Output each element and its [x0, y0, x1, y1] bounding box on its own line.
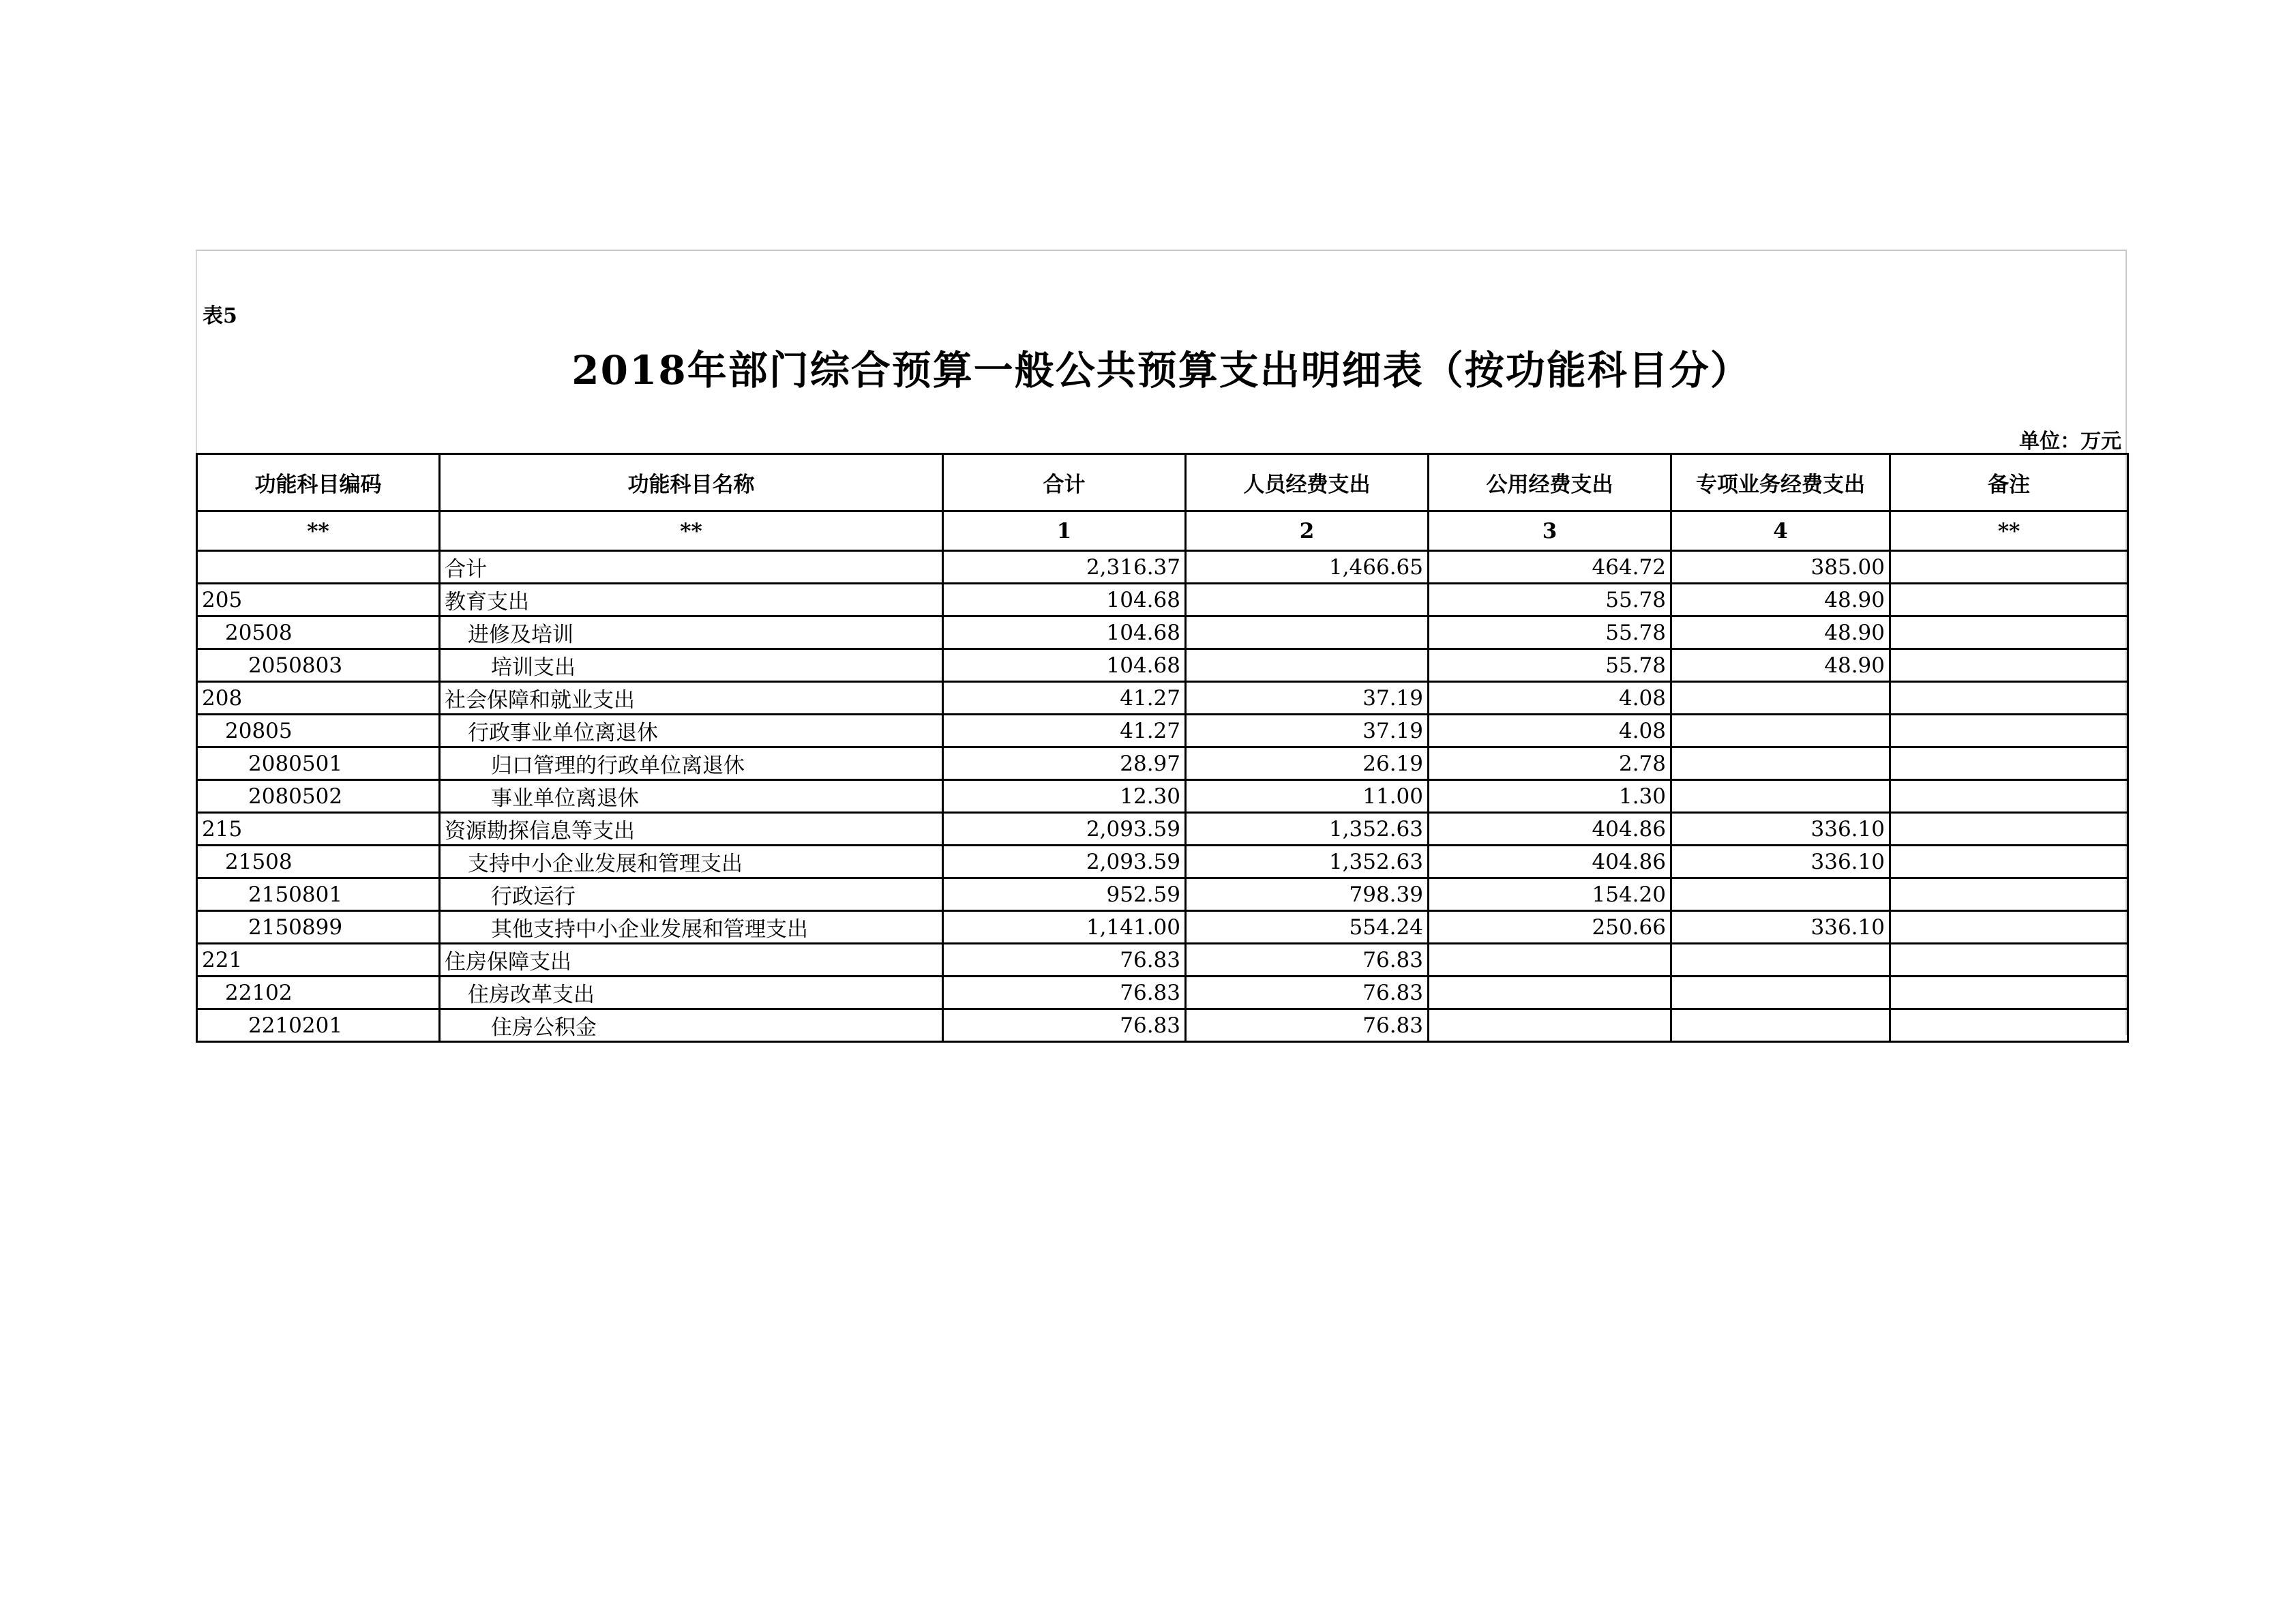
table-row	[197, 551, 2128, 584]
cell-public	[1429, 944, 1671, 977]
cell-public: 1.30	[1429, 780, 1671, 813]
cell-remark	[1890, 911, 2128, 944]
cell-personnel	[1186, 649, 1429, 682]
table-row	[197, 944, 2128, 977]
cell-total: 76.83	[943, 977, 1186, 1009]
cell-special	[1671, 977, 1890, 1009]
cell-name: 培训支出	[440, 649, 943, 682]
table-body	[197, 551, 2128, 1042]
cell-remark	[1890, 616, 2128, 649]
cell-name: 住房公积金	[440, 1009, 943, 1042]
cell-personnel: 37.19	[1186, 682, 1429, 715]
cell-public: 4.08	[1429, 682, 1671, 715]
cell-special: 385.00	[1671, 551, 1890, 584]
cell-code: 2050803	[197, 649, 440, 682]
cell-special: 336.10	[1671, 911, 1890, 944]
cell-personnel	[1186, 584, 1429, 616]
cell-special: 336.10	[1671, 846, 1890, 878]
cell-personnel: 76.83	[1186, 1009, 1429, 1042]
table-row	[197, 616, 2128, 649]
cell-code	[197, 551, 440, 584]
cell-special: 48.90	[1671, 616, 1890, 649]
cell-code: 2080502	[197, 780, 440, 813]
cell-remark	[1890, 682, 2128, 715]
cell-public: 4.08	[1429, 715, 1671, 747]
cell-name: 事业单位离退休	[440, 780, 943, 813]
cell-special: 48.90	[1671, 649, 1890, 682]
cell-remark	[1890, 944, 2128, 977]
table-row	[197, 682, 2128, 715]
cell-public	[1429, 1009, 1671, 1042]
index-cell: **	[1890, 511, 2128, 551]
table-row	[197, 1009, 2128, 1042]
table-row	[197, 846, 2128, 878]
index-cell: 4	[1671, 511, 1890, 551]
cell-special: 336.10	[1671, 813, 1890, 846]
cell-personnel: 11.00	[1186, 780, 1429, 813]
cell-public: 55.78	[1429, 584, 1671, 616]
cell-personnel	[1186, 616, 1429, 649]
cell-public: 250.66	[1429, 911, 1671, 944]
table-row	[197, 977, 2128, 1009]
cell-special	[1671, 1009, 1890, 1042]
table-row	[197, 747, 2128, 780]
cell-name: 支持中小企业发展和管理支出	[440, 846, 943, 878]
table-row	[197, 584, 2128, 616]
cell-public: 2.78	[1429, 747, 1671, 780]
index-cell: 2	[1186, 511, 1429, 551]
table-row	[197, 780, 2128, 813]
cell-code: 215	[197, 813, 440, 846]
header-row	[197, 454, 2128, 511]
cell-personnel: 76.83	[1186, 944, 1429, 977]
cell-remark	[1890, 780, 2128, 813]
budget-table	[196, 453, 2129, 1043]
cell-code: 208	[197, 682, 440, 715]
cell-code: 2150899	[197, 911, 440, 944]
cell-special	[1671, 682, 1890, 715]
cell-code: 2210201	[197, 1009, 440, 1042]
cell-remark	[1890, 551, 2128, 584]
cell-remark	[1890, 846, 2128, 878]
cell-name: 进修及培训	[440, 616, 943, 649]
table-row	[197, 813, 2128, 846]
cell-name: 教育支出	[440, 584, 943, 616]
cell-name: 行政运行	[440, 878, 943, 911]
header-remark: 备注	[1890, 454, 2128, 511]
cell-total: 104.68	[943, 584, 1186, 616]
cell-name: 资源勘探信息等支出	[440, 813, 943, 846]
cell-special	[1671, 715, 1890, 747]
cell-remark	[1890, 878, 2128, 911]
cell-name: 其他支持中小企业发展和管理支出	[440, 911, 943, 944]
cell-code: 22102	[197, 977, 440, 1009]
cell-public: 404.86	[1429, 813, 1671, 846]
cell-remark	[1890, 584, 2128, 616]
cell-total: 12.30	[943, 780, 1186, 813]
cell-code: 20805	[197, 715, 440, 747]
cell-special	[1671, 944, 1890, 977]
page-title: 2018年部门综合预算一般公共预算支出明细表（按功能科目分）	[571, 347, 1751, 393]
cell-personnel: 1,352.63	[1186, 813, 1429, 846]
table-row	[197, 911, 2128, 944]
index-cell: **	[197, 511, 440, 551]
header-personnel: 人员经费支出	[1186, 454, 1429, 511]
cell-total: 76.83	[943, 944, 1186, 977]
cell-total: 2,316.37	[943, 551, 1186, 584]
cell-code: 21508	[197, 846, 440, 878]
table-row	[197, 715, 2128, 747]
cell-public: 154.20	[1429, 878, 1671, 911]
cell-total: 41.27	[943, 715, 1186, 747]
cell-public	[1429, 977, 1671, 1009]
cell-code: 2150801	[197, 878, 440, 911]
header-special: 专项业务经费支出	[1671, 454, 1890, 511]
cell-remark	[1890, 1009, 2128, 1042]
cell-name: 住房保障支出	[440, 944, 943, 977]
index-cell: 3	[1429, 511, 1671, 551]
cell-special	[1671, 747, 1890, 780]
cell-personnel: 554.24	[1186, 911, 1429, 944]
cell-public: 404.86	[1429, 846, 1671, 878]
cell-public: 464.72	[1429, 551, 1671, 584]
cell-code: 205	[197, 584, 440, 616]
cell-total: 104.68	[943, 616, 1186, 649]
cell-remark	[1890, 649, 2128, 682]
cell-public: 55.78	[1429, 616, 1671, 649]
table-row	[197, 649, 2128, 682]
cell-total: 28.97	[943, 747, 1186, 780]
cell-personnel: 798.39	[1186, 878, 1429, 911]
cell-remark	[1890, 747, 2128, 780]
cell-personnel: 1,466.65	[1186, 551, 1429, 584]
cell-remark	[1890, 977, 2128, 1009]
cell-personnel: 1,352.63	[1186, 846, 1429, 878]
cell-name: 归口管理的行政单位离退休	[440, 747, 943, 780]
index-row	[197, 511, 2128, 551]
cell-total: 41.27	[943, 682, 1186, 715]
header-public: 公用经费支出	[1429, 454, 1671, 511]
table-row	[197, 878, 2128, 911]
cell-remark	[1890, 813, 2128, 846]
index-cell: 1	[943, 511, 1186, 551]
cell-total: 1,141.00	[943, 911, 1186, 944]
cell-code: 20508	[197, 616, 440, 649]
header-total: 合计	[943, 454, 1186, 511]
cell-special: 48.90	[1671, 584, 1890, 616]
header-name: 功能科目名称	[440, 454, 943, 511]
cell-total: 952.59	[943, 878, 1186, 911]
cell-name: 住房改革支出	[440, 977, 943, 1009]
cell-special	[1671, 780, 1890, 813]
table-label: 表5	[203, 304, 237, 328]
cell-total: 104.68	[943, 649, 1186, 682]
cell-special	[1671, 878, 1890, 911]
cell-personnel: 26.19	[1186, 747, 1429, 780]
cell-public: 55.78	[1429, 649, 1671, 682]
cell-total: 2,093.59	[943, 813, 1186, 846]
cell-name: 社会保障和就业支出	[440, 682, 943, 715]
cell-personnel: 76.83	[1186, 977, 1429, 1009]
header-code: 功能科目编码	[197, 454, 440, 511]
cell-code: 2080501	[197, 747, 440, 780]
index-cell: **	[440, 511, 943, 551]
cell-total: 76.83	[943, 1009, 1186, 1042]
cell-remark	[1890, 715, 2128, 747]
cell-total: 2,093.59	[943, 846, 1186, 878]
cell-code: 221	[197, 944, 440, 977]
cell-name: 行政事业单位离退休	[440, 715, 943, 747]
cell-name: 合计	[440, 551, 943, 584]
unit-label: 单位：万元	[2019, 430, 2121, 453]
cell-personnel: 37.19	[1186, 715, 1429, 747]
